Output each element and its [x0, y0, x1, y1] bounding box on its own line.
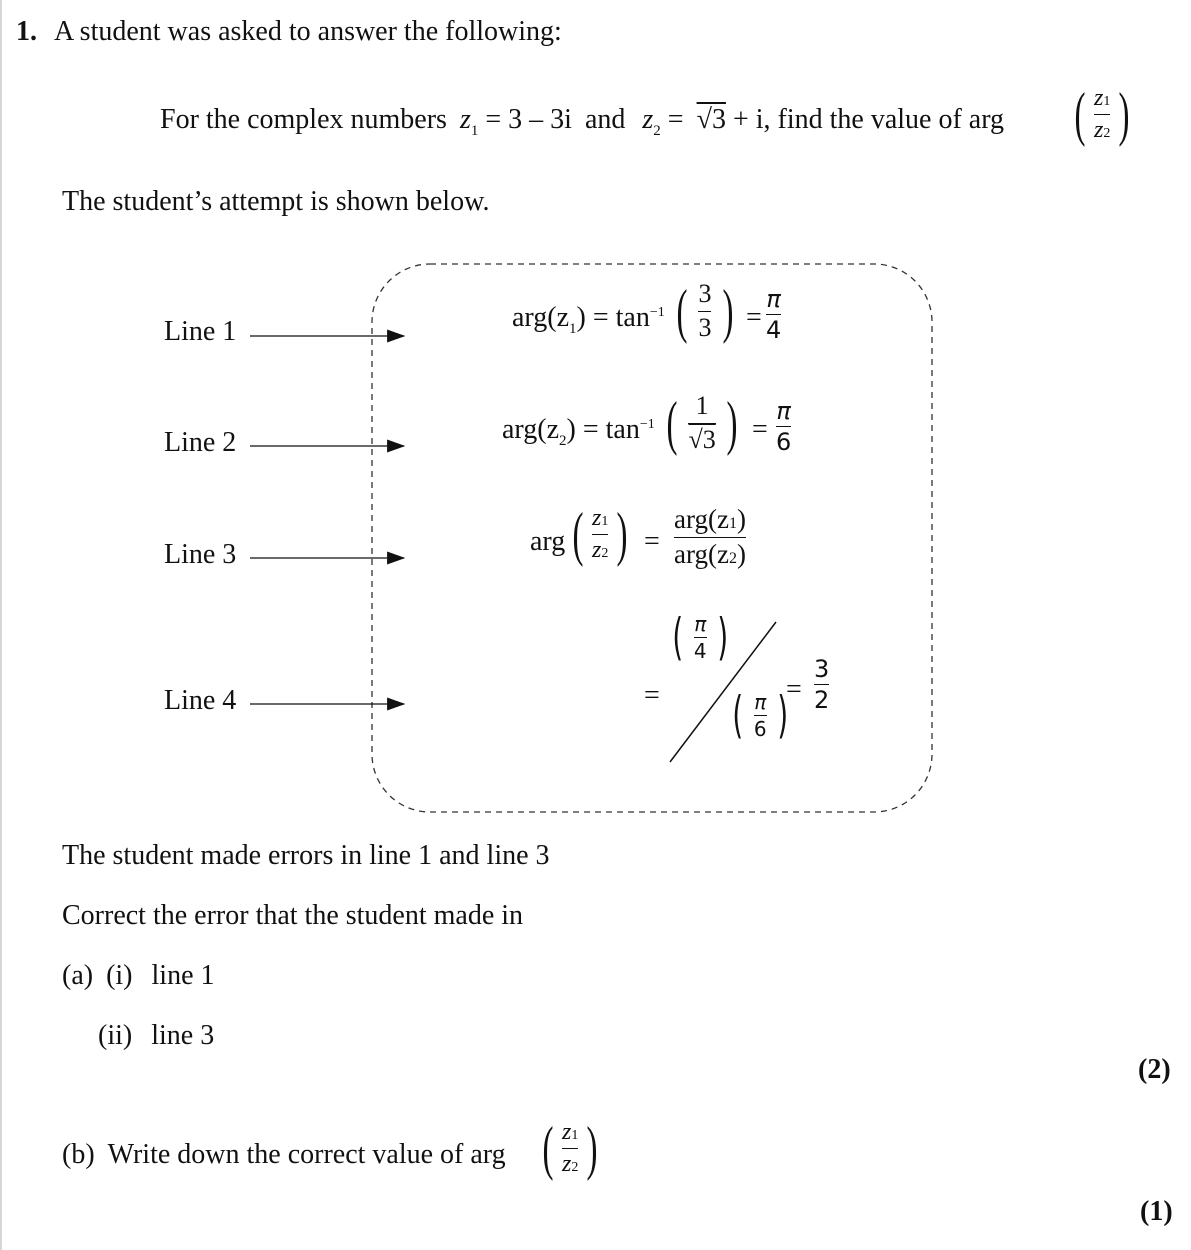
- line3-result: $\frac{\text{arg(z1)}}{\text{arg(z2)}}$: [674, 504, 746, 569]
- line2-equals: =: [752, 414, 768, 445]
- part-b-fraction: ( $\frac{z1}{z2}$ ): [542, 1115, 598, 1181]
- z2-sqrt: √3: [696, 104, 726, 135]
- attempt-intro: The student’s attempt is shown below.: [62, 186, 490, 217]
- line1-lhs: $arg(z_1) = \tan^{-1}$: [512, 302, 665, 337]
- line4-numerator: ( $\frac{\pi}{4}$ ): [672, 608, 729, 666]
- z1-subscript: 1: [470, 123, 479, 139]
- line2-tan-argument: ( $\frac{1}{√3}$ ): [666, 390, 738, 457]
- part-a-ii: (ii) line 3: [98, 1020, 215, 1051]
- line1-tan-argument: ( $\frac{3}{3}$ ): [676, 278, 734, 345]
- line4-equals: =: [644, 680, 660, 711]
- z1-value: = 3 – 3i: [485, 104, 572, 135]
- z1-symbol: z: [459, 104, 471, 135]
- line-label-1: Line 1: [164, 316, 237, 347]
- left-paren: (: [1074, 81, 1086, 147]
- z2-equals: =: [667, 104, 684, 135]
- task-prefix: For the complex numbers: [160, 104, 447, 135]
- part-b: (b) Write down the correct value of arg: [62, 1139, 506, 1170]
- instruction: Correct the error that the student made in: [62, 900, 524, 931]
- part-b-marks: (1): [1140, 1196, 1173, 1227]
- line-label-4: Line 4: [164, 685, 237, 716]
- line1-equals: =: [746, 302, 762, 333]
- line2-lhs: $arg(z_2) = \tan^{-1}$: [502, 414, 655, 449]
- part-a-marks: (2): [1138, 1054, 1171, 1085]
- question-intro: A student was asked to answer the following:: [54, 16, 562, 47]
- part-a-i: (a) (i) line 1: [62, 960, 215, 991]
- z1-over-z2: $\frac{z1}{z2}$: [1093, 85, 1111, 143]
- z2-symbol: z: [642, 104, 654, 135]
- line2-result: $\frac{\pi}{6}$: [776, 397, 792, 457]
- line-label-2: Line 2: [164, 427, 237, 458]
- line3-fraction: ( $\frac{z1}{z2}$ ): [572, 501, 628, 567]
- right-paren: ): [1118, 81, 1130, 147]
- errors-statement: The student made errors in line 1 and line 3: [62, 840, 550, 871]
- line4-equals-2: =: [786, 674, 802, 705]
- and-word: and: [584, 104, 626, 135]
- line1-result: $\frac{\pi}{4}$: [766, 285, 782, 345]
- line4-denominator: ( $\frac{\pi}{6}$ ): [732, 686, 789, 744]
- line-label-3: Line 3: [164, 539, 237, 570]
- z2-subscript: 2: [653, 123, 661, 139]
- line3-arg: arg: [530, 526, 566, 557]
- line4-result: $\frac{3}{2}$: [814, 655, 830, 715]
- question-number: 1.: [16, 16, 37, 47]
- task-rest: + i, find the value of arg: [732, 104, 1005, 135]
- line3-equals: =: [644, 526, 660, 557]
